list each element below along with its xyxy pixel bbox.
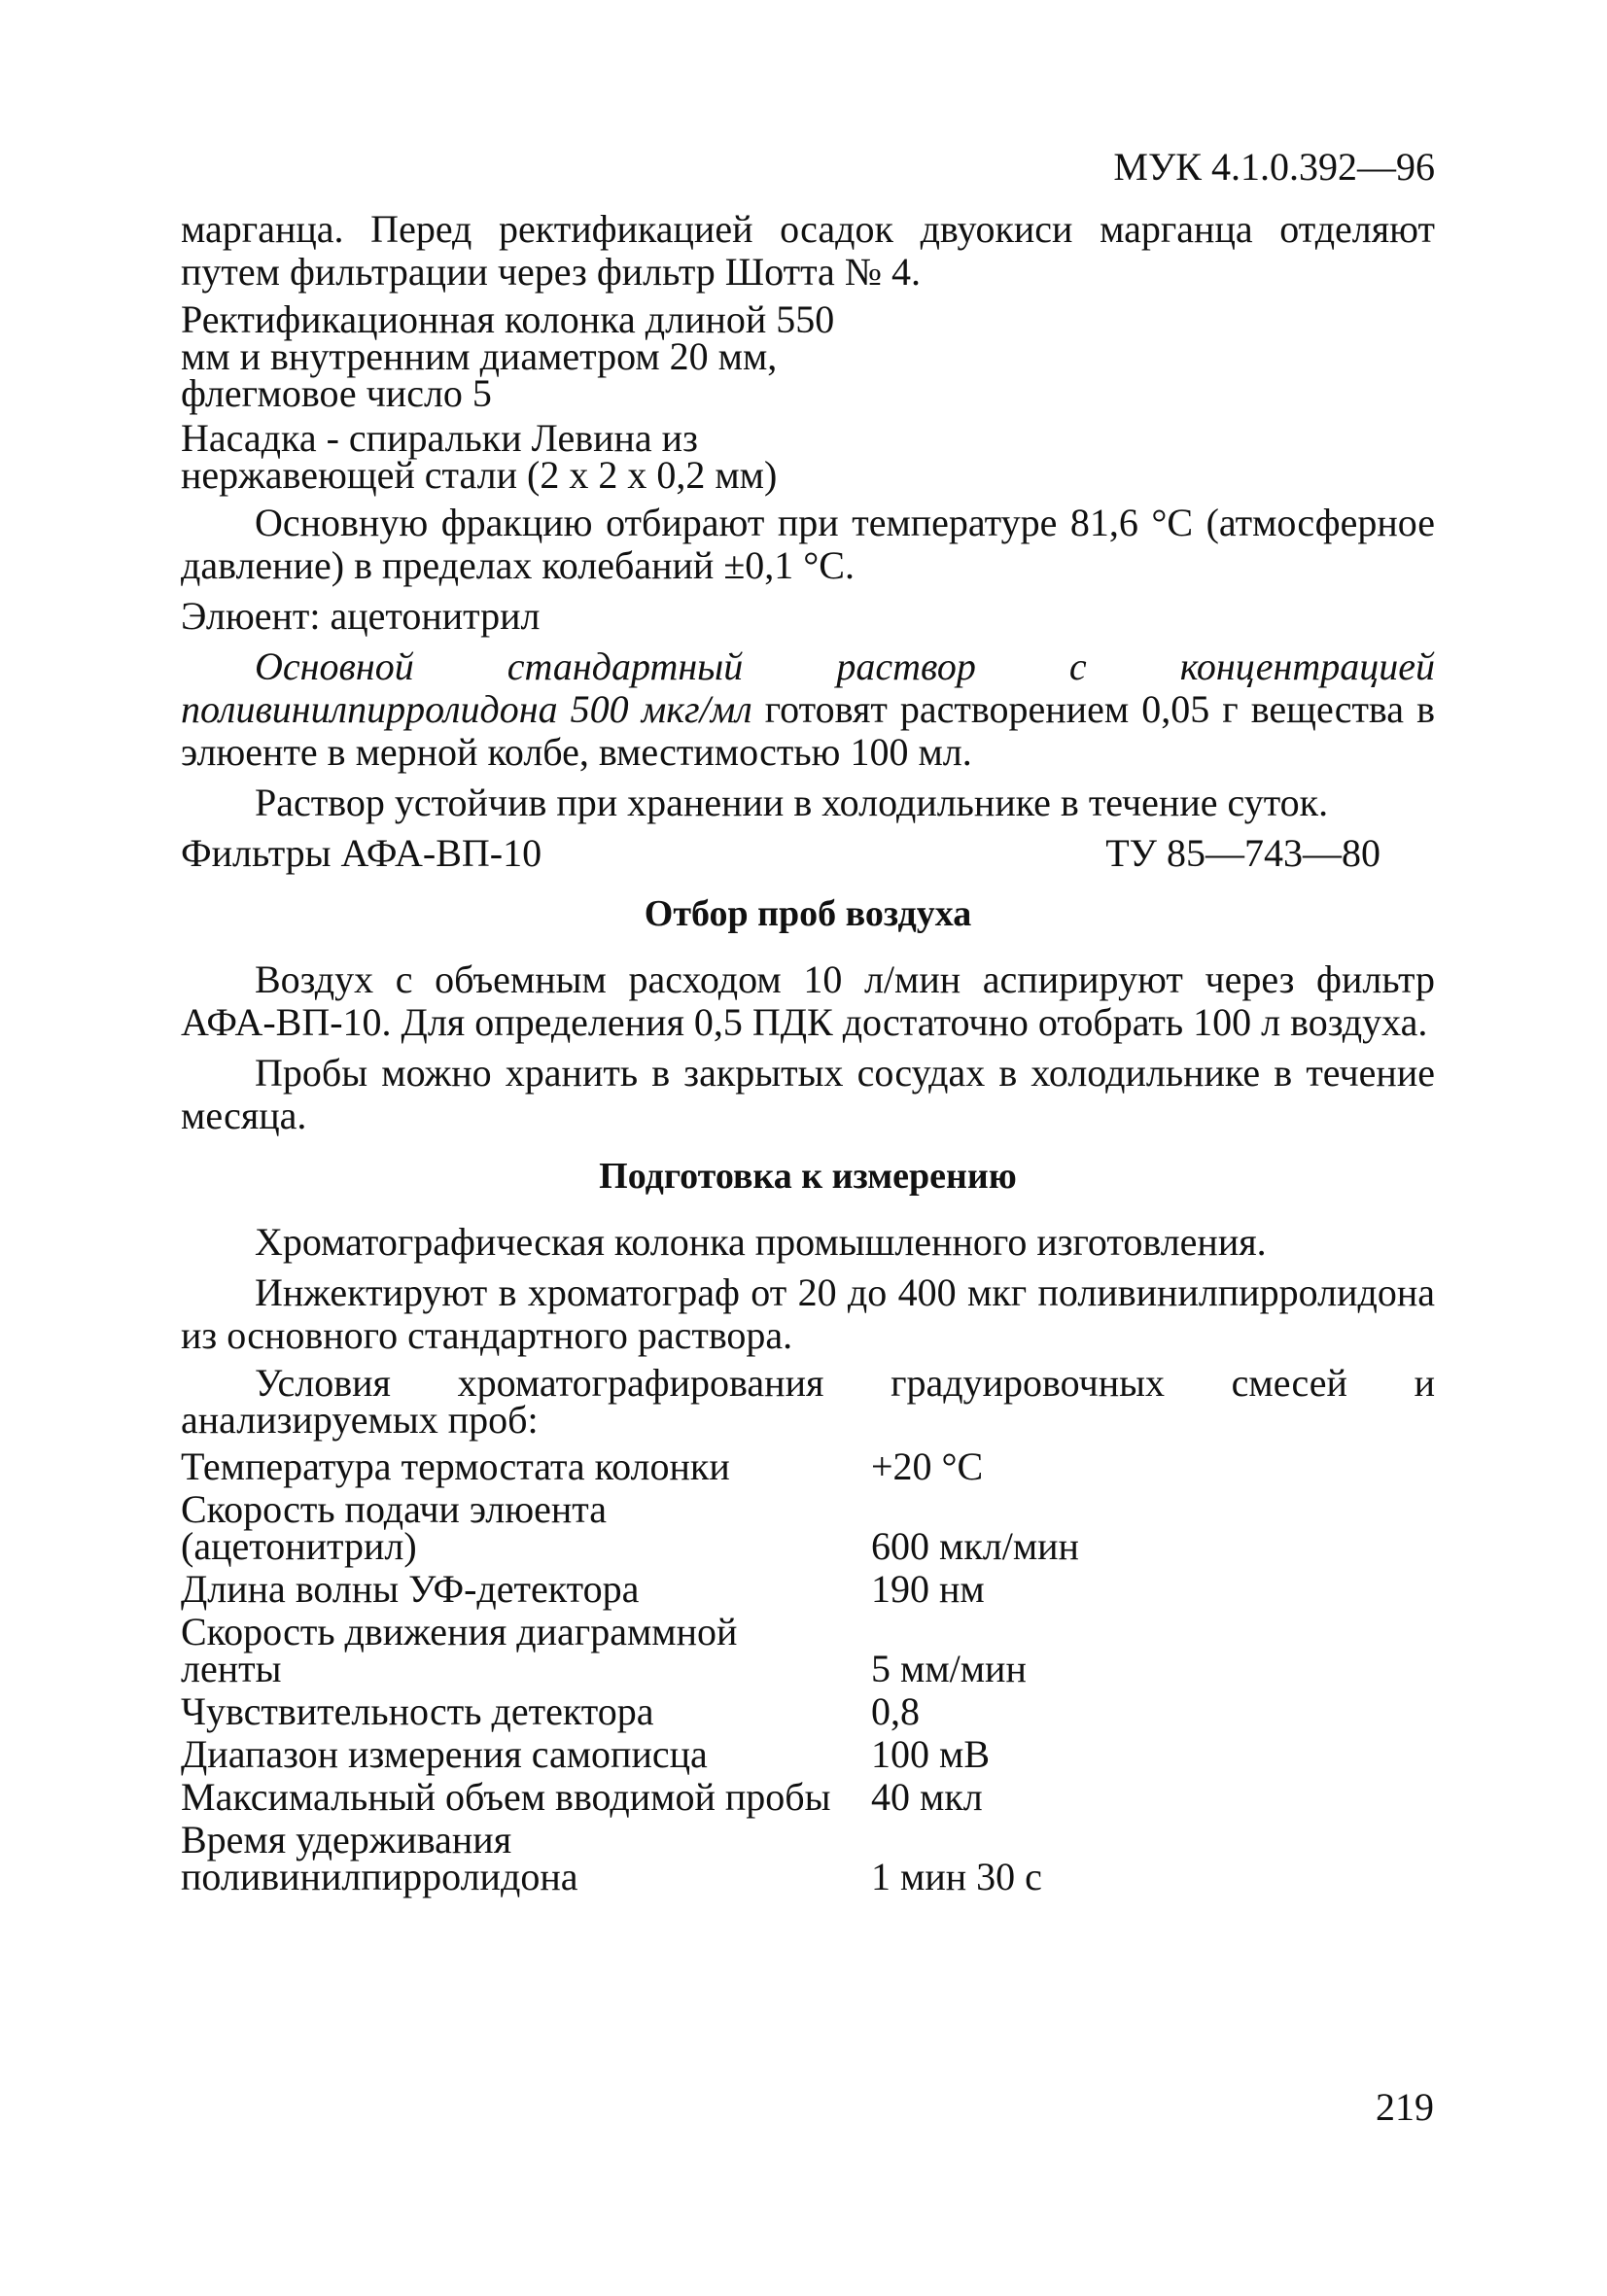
- paragraph: марганца. Перед ректификацией осадок двуокиси марганца отделяют путем фильтрации через фильтр Шотта № 4.: [181, 207, 1435, 294]
- filters-standard: ТУ 85—743—80: [1105, 831, 1380, 875]
- condition-value: 1 мин 30 с: [871, 1855, 1042, 1898]
- page-number: 219: [1376, 2085, 1434, 2129]
- paragraph: Воздух с объемным расходом 10 л/мин аспирируют через фильтр АФА-ВП-10. Для определения 0,5 ПДК достаточно отобрать 100 л воздуха.: [181, 957, 1435, 1044]
- packing-spec: Насадка - спиральки Левина из нержавеющей стали (2 х 2 х 0,2 мм): [181, 416, 778, 497]
- page-content: [181, 146, 1435, 1901]
- paragraph: Хроматографическая колонка промышленного изготовления.: [255, 1220, 1267, 1264]
- section-heading: Отбор проб воздуха: [644, 893, 972, 934]
- stock-solution-title: Основной стандартный раствор с концентрацией поливинилпирролидона 500 мкг/мл: [181, 644, 1435, 731]
- condition-value: 100 мВ: [871, 1732, 990, 1776]
- condition-value: 0,8: [871, 1689, 920, 1733]
- condition-value: 600 мкл/мин: [871, 1524, 1079, 1568]
- paragraph: Пробы можно хранить в закрытых сосудах в холодильнике в течение месяца.: [181, 1051, 1435, 1137]
- condition-name: Температура термостата колонки: [181, 1444, 730, 1488]
- condition-row: [181, 1610, 1435, 1690]
- paragraph: Инжектируют в хроматограф от 20 до 400 мкг поливинилпирролидона из основного стандартного раствора.: [181, 1270, 1435, 1357]
- stock-solution-text: готовят растворением 0,05 г вещества в элюенте в мерной колбе, вместимостью 100 мл.: [181, 687, 1436, 774]
- paragraph: Основную фракцию отбирают при температуре 81,6 °С (атмосферное давление) в пределах колебаний ±0,1 °С.: [181, 501, 1435, 587]
- condition-row: [181, 1487, 1435, 1568]
- filters-row: [181, 832, 1435, 875]
- condition-row: [181, 1689, 1435, 1733]
- condition-row: [181, 1775, 1435, 1819]
- condition-name: Скорость подачи элюента (ацетонитрил): [181, 1487, 608, 1568]
- condition-row: [181, 1732, 1435, 1776]
- condition-value: 5 мм/мин: [871, 1647, 1027, 1690]
- doc-code-header: МУК 4.1.0.392—96: [1113, 145, 1435, 189]
- condition-value: 40 мкл: [871, 1775, 983, 1819]
- condition-value: +20 °С: [871, 1444, 984, 1488]
- paragraph: Раствор устойчив при хранении в холодильнике в течение суток.: [255, 781, 1329, 824]
- condition-row: [181, 1818, 1435, 1898]
- condition-name: Скорость движения диаграммной ленты: [181, 1610, 738, 1690]
- conditions-table: [181, 1444, 1435, 1898]
- condition-name: Максимальный объем вводимой пробы: [181, 1775, 831, 1819]
- stock-solution-paragraph: [181, 645, 1435, 774]
- column-spec: Ректификационная колонка длиной 550 мм и внутренним диаметром 20 мм, флегмовое число 5: [181, 297, 835, 415]
- condition-name: Чувствительность детектора: [181, 1689, 654, 1733]
- condition-row: [181, 1567, 1435, 1611]
- section-heading: Подготовка к измерению: [599, 1156, 1017, 1197]
- condition-value: 190 нм: [871, 1567, 985, 1611]
- condition-name: Длина волны УФ-детектора: [181, 1567, 640, 1611]
- filters-name: Фильтры АФА-ВП-10: [181, 831, 542, 875]
- paragraph: Условия хроматографирования градуировочных смесей и анализируемых проб:: [181, 1361, 1435, 1442]
- condition-name: Диапазон измерения самописца: [181, 1732, 708, 1776]
- condition-row: [181, 1444, 1435, 1488]
- eluent-line: Элюент: ацетонитрил: [181, 594, 541, 638]
- condition-name: Время удерживания поливинилпирролидона: [181, 1818, 578, 1898]
